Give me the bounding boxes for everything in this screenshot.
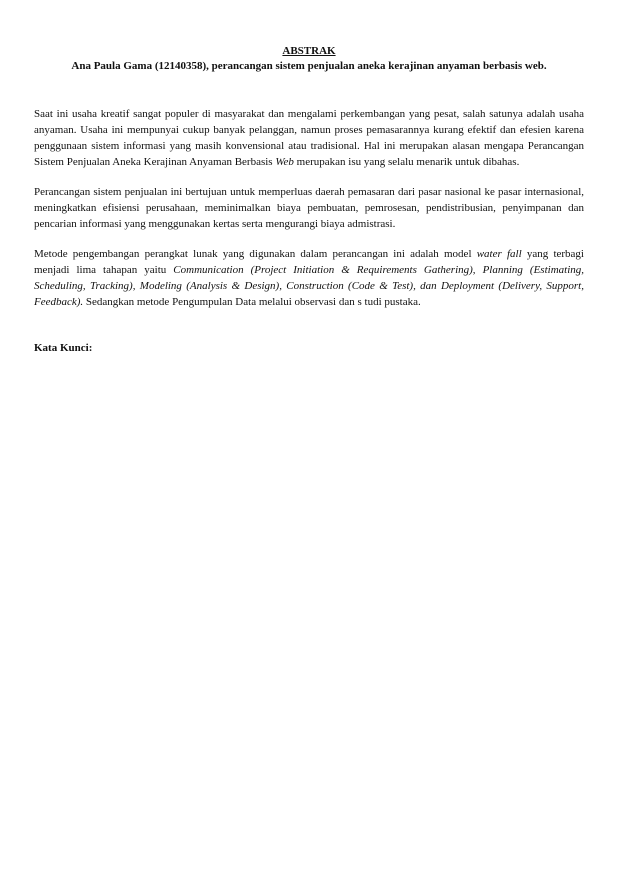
abstract-paragraph-3 [34, 246, 584, 310]
paragraph-3-text-c: Sedangkan metode Pengumpulan Data melalui observasi dan s tudi pustaka. [83, 296, 421, 308]
paragraph-1-text-a: Saat ini usaha kreatif sangat populer di masyarakat dan mengalami perkembangan yang pesat, salah satunya adalah usaha anyaman. Usaha ini mempunyai cukup banyak pelanggan, namun proses pemasarannya kurang efektif dan efesien karena penggunaan sistem informasi yang masih konvensional atau tradisional. Hal ini merupakan alasan mengapa Perancangan Sistem Penjualan Aneka Kerajinan Anyaman Berbasis [34, 108, 584, 168]
document-page [34, 44, 584, 367]
paragraph-3-model-term: water fall [476, 248, 522, 260]
document-title: ABSTRAK [282, 45, 336, 57]
abstract-paragraph-1 [34, 106, 584, 170]
abstract-paragraph-2: Perancangan sistem penjualan ini bertujuan untuk memperluas daerah pemasaran dari pasar nasional ke pasar internasional, meningkatkan efisiensi perusahaan, meminimalkan biaya pembuatan, pemrosesan, pendistribusian, penyimpanan dan pencarian informasi yang menggunakan kertas serta mengurangi biaya admistrasi. [34, 186, 584, 230]
keywords-label: Kata Kunci: [34, 342, 93, 354]
paragraph-3-text-a: Metode pengembangan perangkat lunak yang digunakan dalam perancangan ini adalah model [34, 248, 477, 260]
paragraph-1-web-term: Web [275, 156, 294, 168]
paragraph-3-stages: Communication (Project Initiation & Requirements Gathering), Planning (Estimating, Scheduling, Tracking), Modeling (Analysis & Design), Construction (Code & Test), dan Deployment (Delivery, Support, Feedback). [34, 264, 585, 308]
paragraph-1-text-b: merupakan isu yang selalu menarik untuk dibahas. [293, 156, 520, 168]
paragraph-3-text-b: yang terbagi menjadi lima tahapan yaitu [34, 248, 584, 276]
author-line: Ana Paula Gama (12140358), perancangan sistem penjualan aneka kerajinan anyaman berbasis web. [71, 60, 547, 72]
